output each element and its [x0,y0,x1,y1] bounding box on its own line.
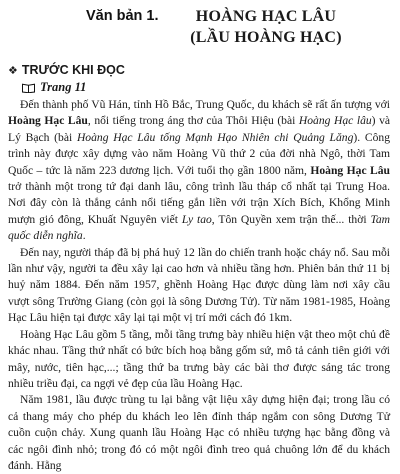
text-run: Hoàng Hạc lâu [298,114,372,128]
text-run: , nổi tiếng trong áng thơ của Thôi Hiệu (bài [87,114,299,128]
text-run: ) và Lý Bạch (bài [8,114,391,144]
document-title [166,6,366,48]
text-run: Đến thành phố Vũ Hán, tỉnh Hồ Bắc, Trung Quốc, du khách sẽ rất ấn tượng với [20,98,390,111]
diamond-bullet-icon: ❖ [8,64,18,77]
section-heading [8,62,390,78]
paragraph [8,392,390,474]
title-line-1: HOÀNG HẠC LÂU [195,8,337,25]
text-run: Hoàng Hạc Lâu [8,114,88,128]
text-run: Ly tao [181,212,212,226]
section-title: TRƯỚC KHI ĐỌC [21,63,125,77]
text-run: Hoàng Hạc Lâu [310,163,390,177]
document-header [8,0,390,62]
text-run: , Tôn Quyền xem trận thế... thời [211,212,371,226]
paragraph [8,327,390,393]
text-run: Hoàng Hạc Lâu gồm 5 tầng, mỗi tầng trưng bày nhiều hiện vật theo một chủ đề khác nhau. Tầng thứ nhất có bức bích hoạ bằng gốm sứ, mô tả cảnh tiên giới với mây, nước, tiên hạc,...; tầng thứ ba trưng bày các bài thơ được sáng tác trong nhiều triều đại, ca ngợi vẻ đẹp của lầu Hoàng Hạc. [8,327,390,390]
paragraph [8,245,390,327]
text-run: trở thành một trong tứ đại danh lâu, công trình lầu tháp cổ nhất tại Trung Hoa. Nơi đây còn là thắng cảnh nổi tiếng gắn liền với trận Xích Bích, Khổng Minh mượn gió đông, Khuất Nguyên viết [8,180,390,226]
subheading [22,80,390,95]
title-line-2: (LẦU HOÀNG HẠC) [190,29,342,46]
paragraph [8,97,390,245]
subheading-text: Trang 11 [40,80,87,94]
text-run: ). Công trình này được xây dựng vào năm Hoàng Vũ thứ 2 của đời nhà Ngô, thời Tam Quốc – tức là năm 223 dương lịch. Với tuổi thọ gần 1800 năm, [8,130,390,177]
text-run: Năm 1981, lầu được trùng tu lại bằng vật liệu xây dựng hiện đại; trong lầu có cả thang máy cho phép du khách leo lên đỉnh tháp ngắm con sông Dương Tử cuồn cuộn chảy. Xung quanh lầu Hoàng Hạc có nhiều tượng hạc bằng đồng và các ngôi đình nhỏ; trong đó có một ngôi đình treo quả chuông lớn để du khách đánh. Hằng [8,393,390,472]
text-run: Đến nay, người tháp đã bị phá huỷ 12 lần do chiến tranh hoặc cháy nổ. Sau mỗi lần như vậy, người ta đều xây lại cao hơn và nhiều tầng hơn. Phiên bản thứ 11 bị huỷ năm 1884. Đến năm 1957, ghềnh Hoàng Hạc được dùng làm nơi xây cầu vượt sông Trường Giang (còn gọi là sông Dương Tử). Từ năm 1981-1985, Hoàng Hạc Lâu hiện tại được xây lại tại một vị trí mới cách đó 1km. [8,245,390,325]
document-label: Văn bản 1. [86,8,159,24]
text-run: Tam quốc diễn nghĩa [8,212,391,243]
body-text [8,97,390,474]
text-run: . [82,229,86,243]
text-run: Hoàng Hạc Lâu tống Mạnh Hạo Nhiên chi Quảng Lăng [76,130,354,144]
book-icon [22,83,35,93]
